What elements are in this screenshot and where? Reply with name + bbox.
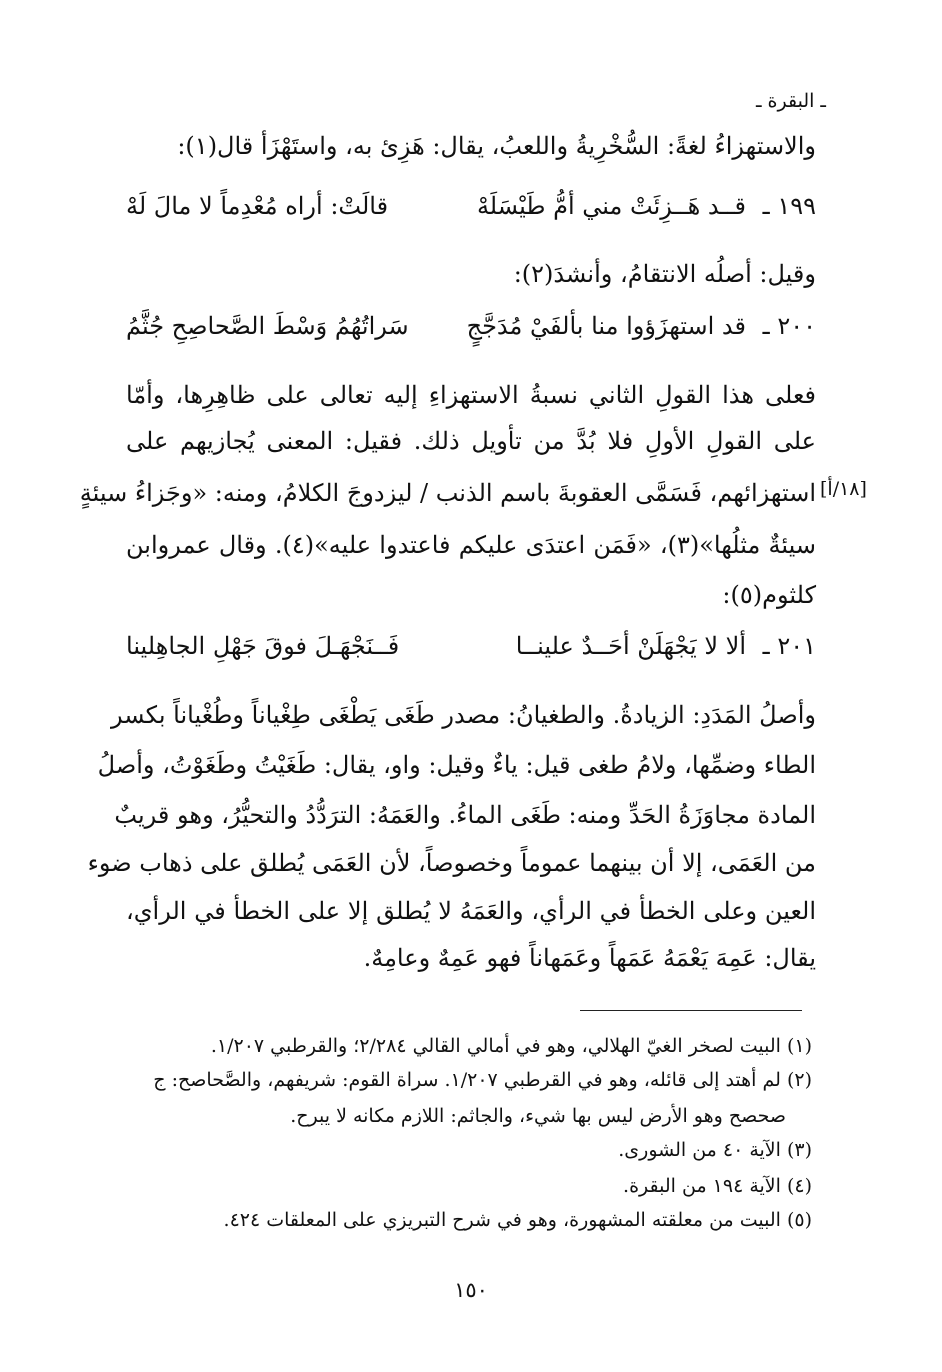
page-number: ١٥٠ <box>454 1278 488 1302</box>
text-line: يقال: عَمِهَ يَعْمَهُ عَمَهاً وعَمَهاناً فهو عَمِهٌ وعامِهٌ. <box>363 944 816 972</box>
footnote <box>211 1032 812 1060</box>
verse-second-hemistich: فَــنَجْهَـلَ فوقَ جَهْلِ الجاهِلينا <box>126 632 400 660</box>
footnote-text: البيت من معلقته المشهورة، وهو في شرح التبريزي على المعلقات ٤٢٤. <box>223 1209 781 1231</box>
text-line: وقيل: أصلُه الانتقامُ، وأنشدَ(٢): <box>513 260 816 288</box>
verse-first-hemistich: ألا لا يَجْهَلَنْ أحَــدٌ علينــا <box>515 632 746 660</box>
footnote-text: الآية ١٩٤ من البقرة. <box>623 1175 781 1197</box>
footnote <box>153 1066 812 1094</box>
running-header: ـ البقرة ـ <box>755 90 826 112</box>
footnote <box>623 1172 812 1200</box>
text-line: سيئةٌ مثلُها»(٣)، «فَمَن اعتدَى عليكم فاعتدوا عليه»(٤). وقال عمروابن <box>126 531 816 559</box>
text-line: والاستهزاءُ لغةً: السُّخْرِيةُ واللعبُ، يقال: هَزِئ به، واستَهْزَأ قال(١): <box>177 132 816 160</box>
verse-number: ٢٠١ ـ <box>762 632 816 660</box>
text-line: وأصلُ المَدَدِ: الزيادةُ. والطغيانُ: مصدر طَغَى يَطْغَى طِغْياناً وطُغْياناً بكسر <box>110 701 816 729</box>
footnote-number: (٤) <box>786 1175 812 1197</box>
text-line: فعلى هذا القولِ الثاني نسبةُ الاستهزاءِ إليه تعالى على ظاهِرِها، وأمّا <box>126 381 816 409</box>
footnote-text: الآية ٤٠ من الشورى. <box>618 1139 781 1161</box>
text-line: المادة مجاوَزَةُ الحَدِّ ومنه: طَغَى الماءُ. والعَمَهُ: الترَدُّدُ والتحيُّرُ، وهو قريبٌ <box>114 801 816 829</box>
verse-first-hemistich: قــد هَــزِئَتْ مني أمُّ طَيْسَلَهْ <box>476 192 746 220</box>
verse-second-hemistich: قالَتْ: أراه مُعْدِماً لا مالَ لَهْ <box>126 192 389 220</box>
footnote-continuation: صحصح وهو الأرض ليس بها شيء، والجاثم: اللازم مكانه لا يبرح. <box>290 1105 786 1127</box>
text-line: كلثوم(٥): <box>722 581 816 609</box>
verse-number: ٢٠٠ ـ <box>762 312 816 340</box>
footnote-text: لم أهتد إلى قائله، وهو في القرطبي ١/٢٠٧. سراة القوم: شريفهم، والصَّحاصح: ج <box>153 1069 781 1091</box>
text-line: من العَمَى، إلا أن بينهما عموماً وخصوصاً، لأن العَمَى يُطلق على ذهاب ضوء <box>87 849 816 877</box>
footnote-number: (٢) <box>786 1069 812 1091</box>
text-line: الطاء وضمِّها، ولامُ طغى قيل: ياءٌ وقيل: واو، يقال: طَغَيْتُ وطَغَوْتُ، وأصلُ <box>97 751 816 779</box>
verse-200 <box>126 312 816 348</box>
footnote-text: البيت لصخر الغيّ الهلالي، وهو في أمالي القالي ٢/٢٨٤؛ والقرطبي ١/٢٠٧. <box>210 1035 781 1057</box>
text-line: العين وعلى الخطأ في الرأي، والعَمَهُ لا يُطلق إلا على الخطأ في الرأي، <box>126 897 816 925</box>
text-line: على القولِ الأولِ فلا بُدَّ من تأويل ذلك. فقيل: المعنى يُجازيهم على <box>126 427 816 455</box>
footnote-separator <box>580 1010 802 1011</box>
footnote-number: (١) <box>786 1035 812 1057</box>
verse-199 <box>126 192 816 228</box>
verse-201 <box>126 632 816 668</box>
verse-first-hemistich: قد استهزَؤوا منا بألفَيْ مُدَجَّجٍ <box>466 312 746 340</box>
verse-number: ١٩٩ ـ <box>762 192 816 220</box>
manuscript-folio-marker: [١٨/أ] <box>820 478 867 500</box>
footnote-number: (٣) <box>786 1139 812 1161</box>
footnote <box>618 1136 812 1164</box>
footnote-number: (٥) <box>786 1209 812 1231</box>
text-line: استهزائهم، فَسَمَّى العقوبةَ باسم الذنب / ليزدوجَ الكلامُ، ومنه: «وجَزاءُ سيئةٍ <box>79 479 816 507</box>
footnote <box>224 1206 812 1234</box>
verse-second-hemistich: سَراتُهُمُ وَسْطَ الصَّحاصِحِ جُثَّمُ <box>126 312 409 340</box>
